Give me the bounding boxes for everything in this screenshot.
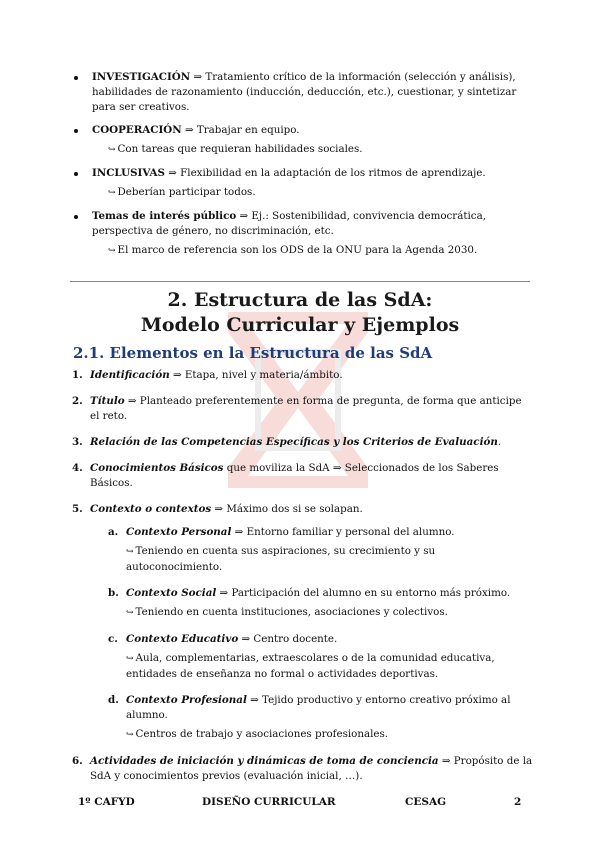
context-subnote: ↪ Teniendo en cuenta sus aspiraciones, su crecimiento y su autoconocimiento.	[126, 545, 436, 573]
bullet-temas-interes	[72, 209, 532, 259]
structure-elements-list	[72, 368, 534, 795]
context-subnote: ↪ Centros de trabajo y asociaciones profesionales.	[126, 728, 389, 740]
bullet-text: ⇒ Tratamiento crítico de la información (selección y análisis), habilidades de razonamiento (inducción, deducción, etc.), cuestionar, y sintetizar para ser creativos.	[92, 71, 517, 113]
bullet-cooperacion	[72, 123, 532, 158]
hook-arrow-icon: ↪	[126, 654, 134, 664]
list-item: 2. Título ⇒ Planteado preferentemente en forma de pregunta, de forma que anticipe el reto.	[72, 395, 522, 422]
subsection-title: 2.1. Elementos en la Estructura de las SdA	[73, 344, 433, 362]
list-item: 6. Actividades de iniciación y dinámicas de toma de conciencia ⇒ Propósito de la SdA y conocimientos previos (evaluación inicial, …).	[72, 755, 533, 782]
bullet-investigacion	[72, 70, 532, 115]
footer-page-number: 2	[514, 796, 522, 808]
context-item-educativo: c. Contexto Educativo ⇒ Centro docente. ↪ Aula, complementarias, extraescolares o de la comunidad educativa, entidades de enseñanza no formal o actividades deportivas.	[72, 632, 534, 682]
hook-arrow-icon: ↪	[108, 188, 116, 198]
list-item: 5. Contexto o contextos ⇒ Máximo dos si se solapan. a. Contexto Personal ⇒ Entorno familiar y personal del alumno. ↪ Teniendo en cuenta sus aspiraciones, su crecimiento y su autoconocimiento. b. Contexto Social ⇒ Participación del alumno en su entorno más próximo. ↪ Teniendo en cuenta instituciones, asociaciones y colectivos. c. Contexto Educativo ⇒ Centro docente. ↪ Aula, complementarias, extraescolares o de la comunidad educativa, entidades de enseñanza no formal o actividades deportivas. d. Contexto Profesional ⇒ Tejido productivo y entorno creativo próximo al alumno. ↪ Centros de trabajo y asociaciones profesionales.	[72, 502, 534, 743]
bullet-text: ⇒ Trabajar en equipo.	[184, 124, 300, 136]
contexts-sublist	[90, 525, 534, 743]
footer-course: 1º CAFYD	[78, 796, 135, 808]
context-item-social: b. Contexto Social ⇒ Participación del alumno en su entorno más próximo. ↪ Teniendo en cuenta instituciones, asociaciones y colectivos.	[72, 586, 534, 621]
hook-arrow-icon: ↪	[126, 730, 134, 740]
section-title	[60, 288, 540, 338]
hook-arrow-icon: ↪	[126, 608, 134, 618]
context-item-personal: a. Contexto Personal ⇒ Entorno familiar y personal del alumno. ↪ Teniendo en cuenta sus aspiraciones, su crecimiento y su autoconocimiento.	[72, 525, 534, 575]
bullet-subnote: ↪ Deberían participar todos.	[108, 186, 256, 198]
context-subnote: ↪ Teniendo en cuenta instituciones, asociaciones y colectivos.	[126, 606, 448, 618]
bullet-title: INVESTIGACIÓN	[92, 71, 191, 83]
section-title-line1: 2. Estructura de las SdA:	[167, 289, 433, 311]
list-item: 1. Identificación ⇒ Etapa, nivel y materia/ámbito.	[72, 369, 343, 381]
footer-school: CESAG	[405, 796, 447, 808]
bullet-dot-icon	[74, 129, 78, 133]
list-item: 3. Relación de las Competencias Específicas y los Criterios de Evaluación.	[72, 436, 502, 448]
bullet-subnote: ↪ El marco de referencia son los ODS de la ONU para la Agenda 2030.	[108, 244, 478, 256]
footer-subject: DISEÑO CURRICULAR	[202, 796, 336, 808]
bullet-dot-icon	[74, 172, 78, 176]
bullet-inclusivas	[72, 166, 532, 201]
horizontal-divider	[70, 281, 530, 282]
context-item-profesional: d. Contexto Profesional ⇒ Tejido productivo y entorno creativo próximo al alumno. ↪ Centros de trabajo y asociaciones profesionales.	[72, 693, 534, 743]
competency-bullets	[72, 70, 532, 267]
bullet-subnote: ↪ Con tareas que requieran habilidades sociales.	[108, 143, 363, 155]
bullet-text: ⇒ Ej.: Sostenibilidad, convivencia democrática, perspectiva de género, no discriminación, etc.	[92, 210, 486, 237]
list-item: 4. Conocimientos Básicos que moviliza la SdA ⇒ Seleccionados de los Saberes Básicos.	[72, 462, 499, 489]
bullet-dot-icon	[74, 215, 78, 219]
section-title-line2: Modelo Curricular y Ejemplos	[140, 314, 460, 336]
bullet-dot-icon	[74, 76, 78, 80]
bullet-title: INCLUSIVAS	[92, 167, 165, 179]
bullet-title: COOPERACIÓN	[92, 124, 182, 136]
hook-arrow-icon: ↪	[126, 547, 134, 557]
bullet-title: Temas de interés público	[92, 210, 237, 222]
hook-arrow-icon: ↪	[108, 145, 116, 155]
bullet-text: ⇒ Flexibilidad en la adaptación de los ritmos de aprendizaje.	[168, 167, 486, 179]
context-subnote: ↪ Aula, complementarias, extraescolares o de la comunidad educativa, entidades de enseñanza no formal o actividades deportivas.	[126, 652, 495, 680]
hook-arrow-icon: ↪	[108, 246, 116, 256]
